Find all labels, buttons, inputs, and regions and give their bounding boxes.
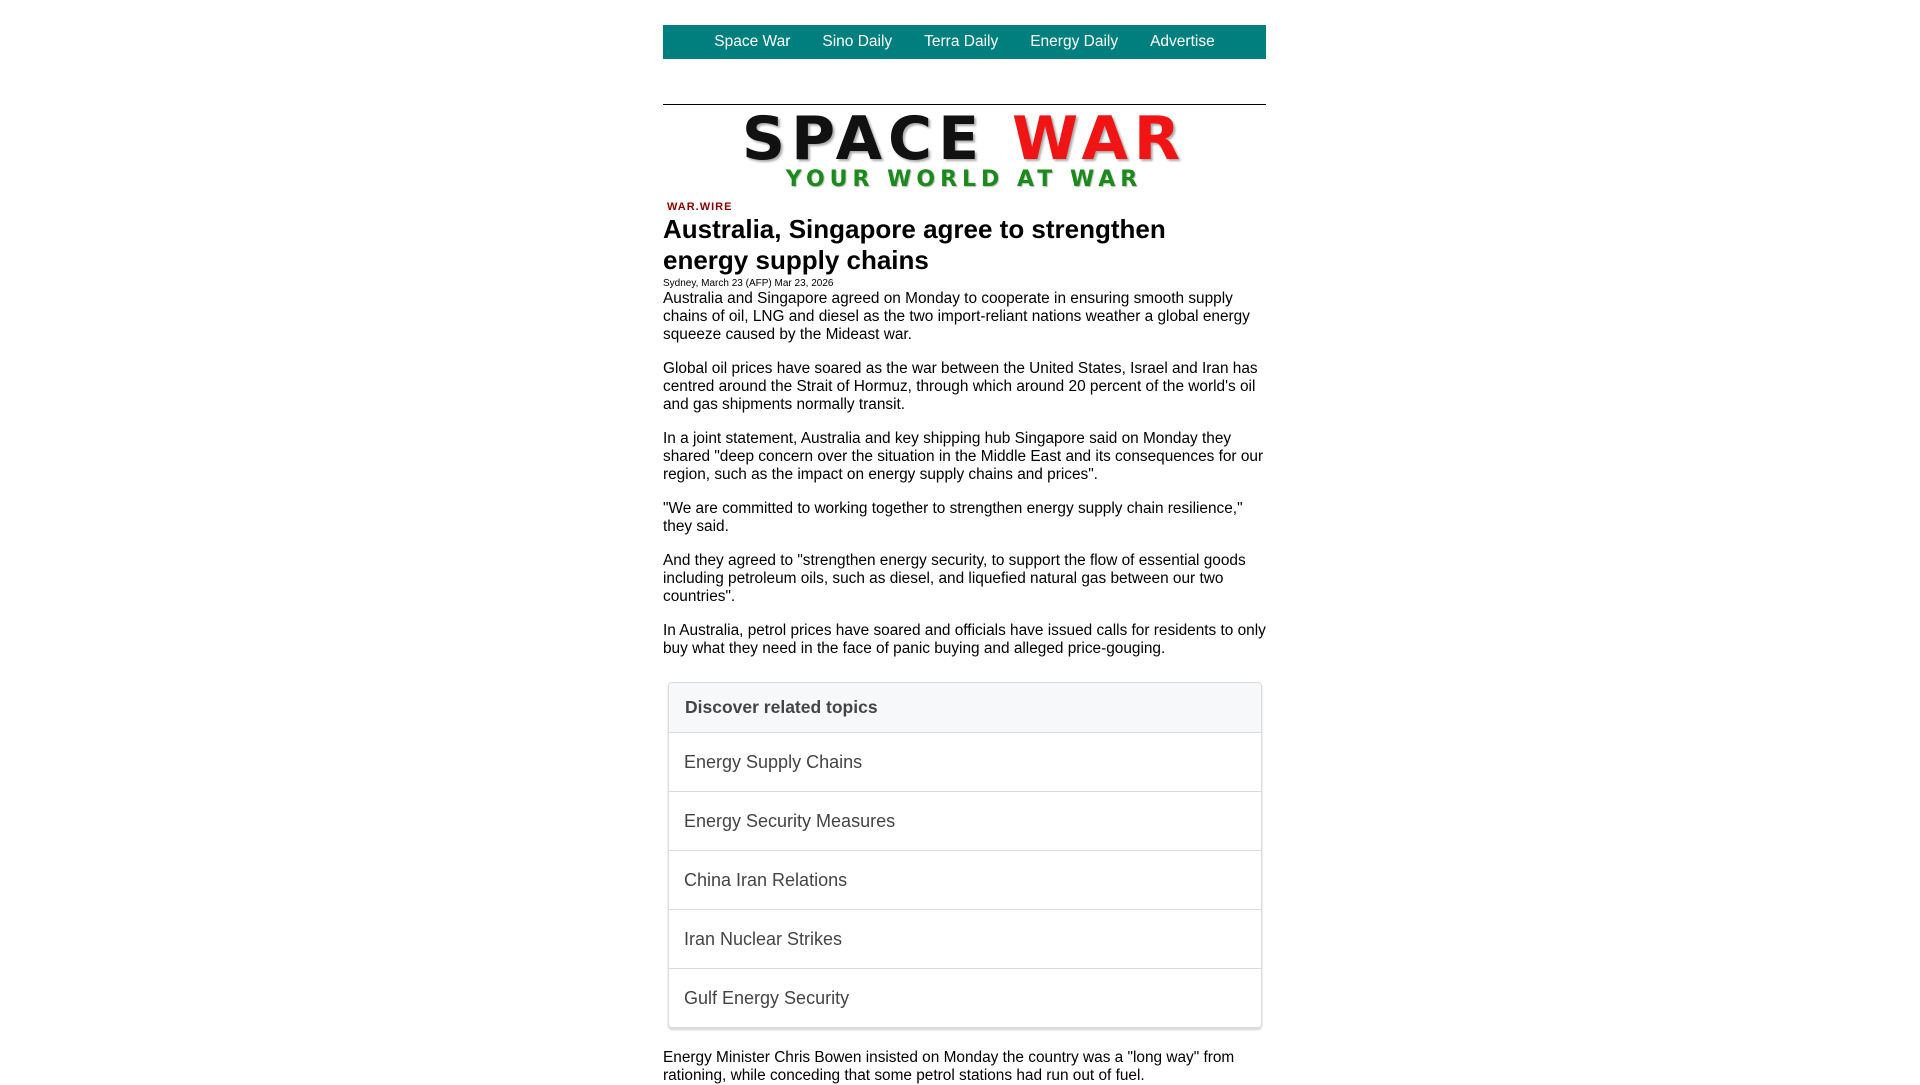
- article-paragraph: And they agreed to "strengthen energy security, to support the flow of essential goods including petroleum oils, such as diesel, and liquefied natural gas between our two countries".: [663, 552, 1246, 605]
- article-paragraph: Energy Minister Chris Bowen insisted on Monday the country was a "long way" from rationing, while conceding that some petrol stations had run out of fuel.: [663, 1049, 1235, 1084]
- site-logo[interactable]: [738, 104, 1190, 192]
- logo-wordmark: [738, 104, 1190, 174]
- article-paragraph: In a joint statement, Australia and key shipping hub Singapore said on Monday they shared "deep concern over the situation in the Middle East and its consequences for our region, such as the impact on energy supply chains and prices".: [663, 430, 1264, 483]
- related-topic-item[interactable]: China Iran Relations: [669, 851, 1261, 910]
- nav-link-space-war[interactable]: Space War: [714, 33, 791, 50]
- section-kicker[interactable]: WAR.WIRE: [667, 201, 733, 213]
- related-topic-item[interactable]: Gulf Energy Security: [684, 987, 850, 1008]
- article-title: Australia, Singapore agree to strengthen energy supply chains: [663, 214, 1166, 275]
- related-topic-item[interactable]: Energy Supply Chains: [669, 733, 1261, 792]
- article-paragraph: "We are committed to working together to strengthen energy supply chain resilience," they said.: [663, 500, 1243, 535]
- nav-link-advertise[interactable]: Advertise: [1150, 33, 1215, 50]
- article-paragraph: Global oil prices have soared as the war between the United States, Israel and Iran has centred around the Strait of Hormuz, through which around 20 percent of the world's oil and gas shipments normally transit.: [663, 360, 1258, 413]
- logo-word-war: WAR: [1011, 104, 1187, 174]
- logo-tagline: YOUR WORLD AT WAR: [785, 167, 1143, 192]
- nav-link-energy-daily[interactable]: Energy Daily: [1030, 33, 1119, 50]
- logo-word-space: SPACE: [741, 104, 986, 174]
- article-paragraph: In Australia, petrol prices have soared and officials have issued calls for residents to only buy what they need in the face of panic buying and alleged price-gouging.: [663, 622, 1266, 657]
- nav-link-terra-daily[interactable]: Terra Daily: [924, 33, 999, 50]
- related-topics-header: Discover related topics: [669, 683, 1261, 733]
- article-body: [663, 290, 1266, 674]
- related-topic-item[interactable]: Energy Security Measures: [669, 792, 1261, 851]
- related-topic-item[interactable]: Iran Nuclear Strikes: [669, 910, 1261, 969]
- article-dateline: Sydney, March 23 (AFP) Mar 23, 2026: [663, 278, 834, 289]
- nav-link-sino-daily[interactable]: Sino Daily: [822, 33, 893, 50]
- article-paragraph: Australia and Singapore agreed on Monday to cooperate in ensuring smooth supply chains of oil, LNG and diesel as the two import-reliant nations weather a global energy squeeze caused by the Mideast war.: [663, 290, 1250, 343]
- top-nav: [663, 25, 1266, 59]
- related-topics-box: [668, 682, 1262, 1028]
